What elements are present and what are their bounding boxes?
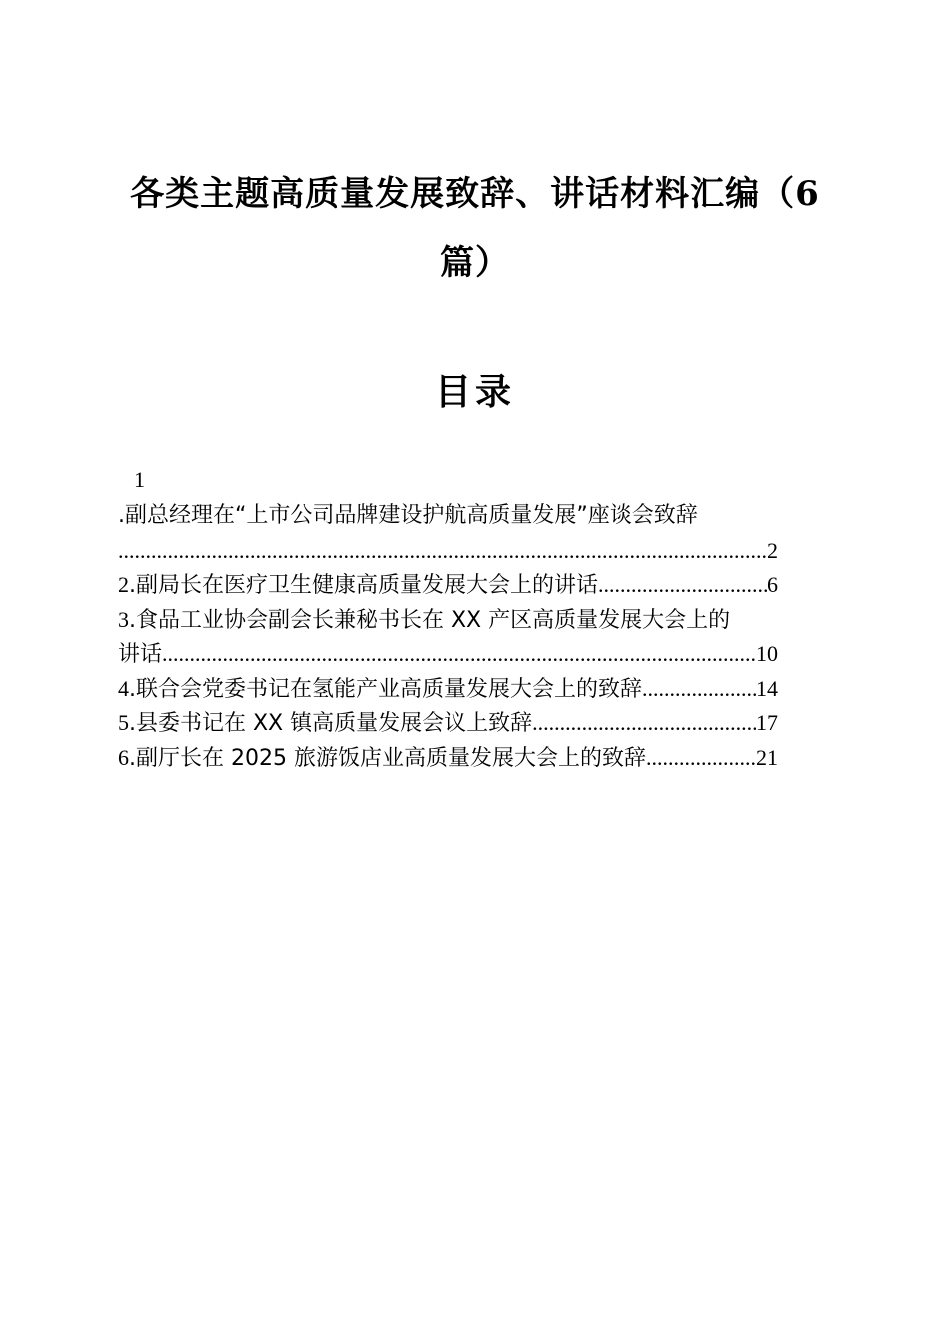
document-title-line-1: 各类主题高质量发展致辞、讲话材料汇编（6	[130, 174, 820, 214]
toc-item-title-line-1	[118, 602, 830, 637]
toc-item-6[interactable]	[118, 740, 830, 775]
toc-item-5[interactable]	[118, 705, 830, 740]
toc-item-page: 6	[767, 572, 778, 597]
toc-item-leader-line	[118, 636, 830, 671]
toc-item-page: 2	[767, 537, 778, 563]
toc-dot-leader	[646, 740, 756, 776]
document-title-line-2: 篇）	[440, 243, 510, 283]
toc-item-number: 6	[118, 744, 129, 770]
toc-item-3[interactable]	[118, 602, 830, 671]
toc-item-number: 1	[134, 467, 145, 492]
toc-dot-leader	[162, 636, 756, 672]
toc-item-4[interactable]	[118, 671, 830, 706]
toc-item-page: 14	[756, 675, 778, 701]
toc-dot-leader	[532, 705, 756, 741]
toc-item-page: 10	[756, 641, 778, 666]
toc-dot-leader	[118, 533, 767, 569]
toc-item-page: 21	[756, 744, 778, 770]
toc-item-page: 17	[756, 710, 778, 735]
toc-item-2[interactable]	[118, 567, 830, 602]
table-of-contents	[118, 462, 830, 774]
toc-item-title: .联合会党委书记在氢能产业高质量发展大会上的致辞	[129, 676, 642, 702]
toc-item-number: 3	[118, 606, 129, 632]
toc-item-number: 5	[118, 710, 129, 735]
toc-item-number: 4	[118, 675, 129, 701]
toc-item-title: .食品工业协会副会长兼秘书长在 XX 产区高质量发展大会上的	[129, 607, 731, 633]
toc-item-title-line-2: 讲话	[118, 642, 163, 667]
toc-heading: 目录	[434, 371, 515, 413]
toc-item-title: .副厅长在 2025 旅游饭店业高质量发展大会上的致辞	[129, 745, 646, 771]
toc-item-title: .副总经理在“上市公司品牌建设护航高质量发展”座谈会致辞	[118, 503, 698, 528]
toc-dot-leader	[598, 567, 767, 603]
toc-item-title: .县委书记在 XX 镇高质量发展会议上致辞	[129, 711, 533, 736]
toc-item-number: 2	[118, 572, 129, 597]
toc-item-title: .副局长在医疗卫生健康高质量发展大会上的讲话	[129, 573, 598, 598]
toc-item-1[interactable]	[118, 462, 830, 567]
toc-item-leader-line	[118, 533, 830, 568]
toc-dot-leader	[642, 671, 756, 707]
document-title	[118, 160, 832, 298]
